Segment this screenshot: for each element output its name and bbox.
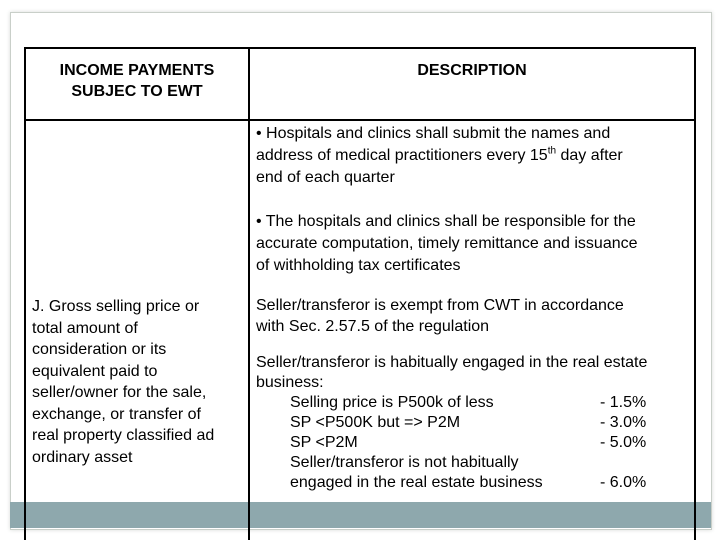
header-divider: [24, 119, 696, 121]
header-description: DESCRIPTION: [417, 62, 527, 79]
rate-list: [290, 393, 664, 493]
gross-selling-price-item: J. Gross selling price or total amount of consideration or its equivalent paid to seller/owner for the sale, exchange, or transfer of real property classified ad ordinary asset: [32, 298, 215, 466]
rate-row: SP <P500K but => P2M - 3.0%: [290, 414, 647, 431]
header-income-payments: INCOME PAYMENTS SUBJEC TO EWT: [59, 62, 215, 100]
rate-row: SP <P2M - 5.0%: [290, 434, 647, 451]
not-habitual-line1: Seller/transferor is not habitually: [290, 454, 519, 471]
ewt-table: [24, 47, 696, 540]
habitual-description: Seller/transferor is habitually engaged in the real estate business:: [256, 354, 648, 391]
hospitals-submit-bullet: • Hospitals and clinics shall submit the names and address of medical practitioners every 15th day after end of each quarter: [256, 125, 623, 186]
table-border-top: [24, 47, 696, 49]
rate-row: engaged in the real estate business - 6.0%: [290, 474, 647, 491]
exempt-description: Seller/transferor is exempt from CWT in accordance with Sec. 2.57.5 of the regulation: [256, 297, 624, 335]
rate-row: Selling price is P500k of less - 1.5%: [290, 394, 647, 411]
hospitals-responsible-bullet: • The hospitals and clinics shall be responsible for the accurate computation, timely remittance and issuance of withholding tax certificates: [256, 213, 638, 274]
